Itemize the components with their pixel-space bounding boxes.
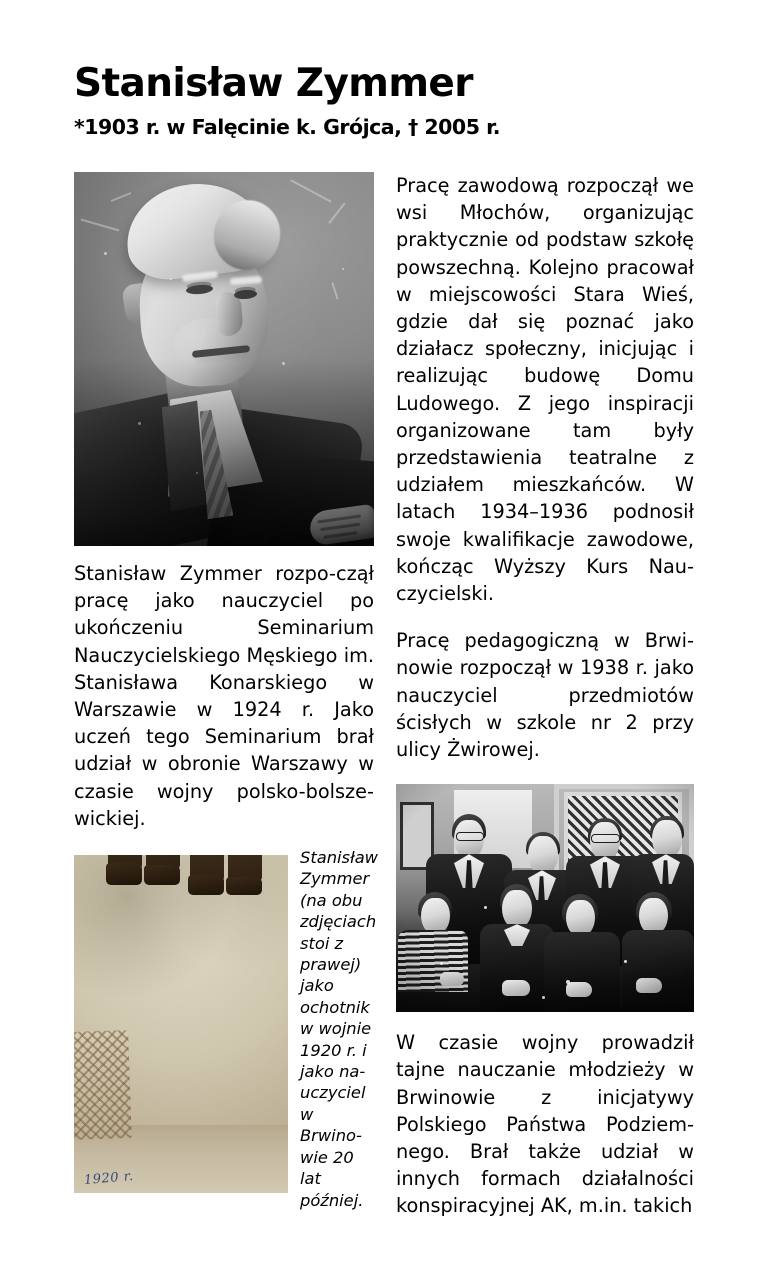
portrait-vignette — [74, 172, 374, 546]
soldiers-caption-column — [300, 847, 378, 1211]
right-paragraph-1: Pracę zawodową rozpoczął we wsi Młochów, organizując praktycznie od podstaw szkołę powszechną. Kolejno pracował w miejscowości Stara Wieś, gdzie dał się poznać jako działacz społeczny, inicjując i realizując budowę Domu Ludowego. Z jego inspiracji organizowane tam były przedstawienia teatralne z udziałem mieszkańców. W latach 1934–1936 podnosił swoje kwalifikacje zawodowe, kończąc Wyższy Kurs Nau-czycielski. — [396, 174, 694, 606]
soldiers-caption: Stanisław Zymmer (na obu zdjęciach stoi z prawej) jako ochotnik w wojnie 1920 r. i jako na-uczyciel w Brwino-wie 20 lat później. — [300, 848, 378, 1210]
soldiers-photo — [74, 855, 288, 1193]
page-subtitle: *1903 r. w Falęcinie k. Grójca, † 2005 r. — [74, 115, 501, 139]
soldier-left — [96, 881, 192, 1181]
soldier-right — [182, 891, 278, 1181]
portrait-photo — [74, 172, 374, 546]
page-title: Stanisław Zymmer — [74, 61, 473, 106]
right-paragraph-2: Pracę pedagogiczną w Brwi-nowie rozpoczął w 1938 r. jako nauczyciel przedmiotów ścisłych w szkole nr 2 przy ulicy Żwirowej. — [396, 629, 694, 762]
right-paragraph-3: W czasie wojny prowadził tajne nauczanie młodzieży w Brwinowie z inicjatywy Polskiego Państwa Podziem-nego. Brał także udział w innych formach działalności konspiracyjnej AK, m.in. takich — [396, 1031, 694, 1218]
group-vignette — [396, 784, 694, 1012]
page-header — [74, 62, 694, 139]
right-column — [396, 172, 694, 1220]
handwritten-date: 1920 r. — [83, 1168, 135, 1189]
group-photo — [396, 784, 694, 1012]
left-paragraph-1: Stanisław Zymmer rozpo-czął pracę jako nauczyciel po ukończeniu Seminarium Nauczycielskiego Męskiego im. Stanisława Konarskiego w Warszawie w 1924 r. Jako uczeń tego Seminarium brał udział w obronie Warszawy w czasie wojny polsko-bolsze-wickiej. — [74, 562, 374, 830]
